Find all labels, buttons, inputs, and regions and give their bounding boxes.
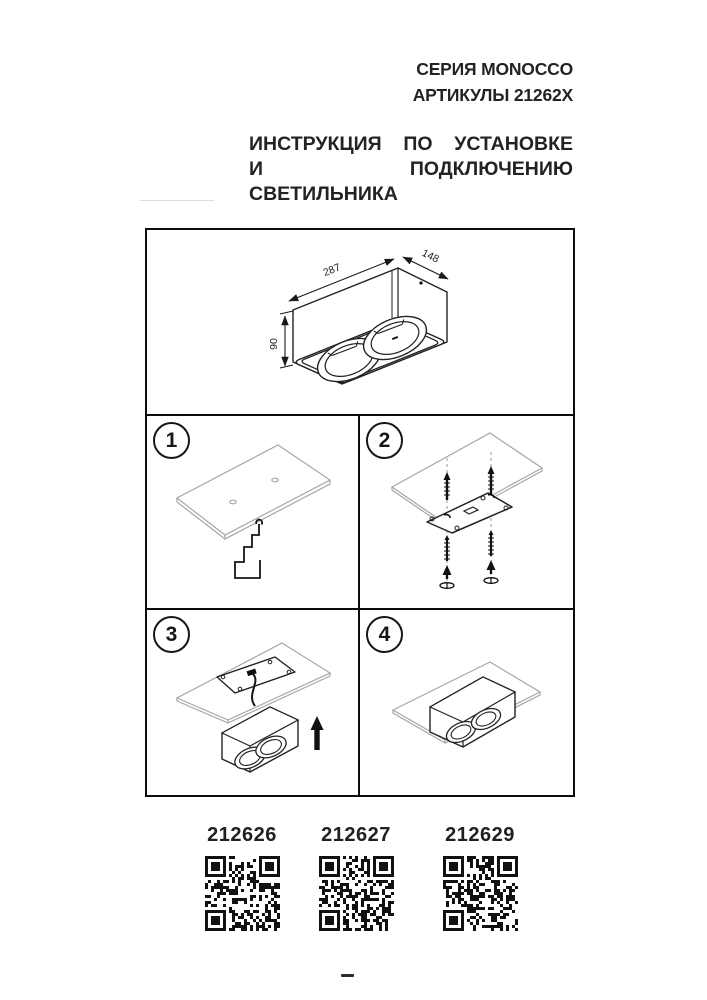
mains-wire: [235, 520, 262, 578]
lift-up-arrow: [311, 716, 324, 750]
diagram-frame: [145, 228, 575, 797]
svg-text:90: 90: [268, 338, 280, 350]
step-1-badge: 1: [153, 422, 190, 459]
step-3-badge: 3: [153, 616, 190, 653]
article-block: [294, 824, 418, 931]
qr-code: [319, 856, 394, 931]
step-1-panel: [147, 416, 358, 608]
document-title: [249, 132, 573, 207]
side-screw-dot: [419, 281, 422, 284]
svg-text:148: 148: [419, 247, 441, 266]
step-4-badge: 4: [366, 616, 403, 653]
article-number: 212627: [321, 824, 391, 846]
step-2-badge: 2: [366, 422, 403, 459]
scan-artifact-line: [140, 200, 214, 201]
qr-code: [443, 856, 518, 931]
dimension-height: [268, 311, 293, 368]
title-line-1: ИНСТРУКЦИЯ ПО УСТАНОВКЕ: [249, 133, 573, 155]
title-line-2: И ПОДКЛЮЧЕНИЮ СВЕТИЛЬНИКА: [249, 158, 573, 205]
article-block: [418, 824, 542, 931]
articles-label: АРТИКУЛЫ 21262X: [412, 85, 573, 105]
article-number: 212629: [445, 824, 515, 846]
fixture-overview-panel: [147, 230, 573, 414]
series-label: СЕРИЯ MONOCCO: [416, 59, 573, 79]
fixture-isometric-drawing: [147, 230, 573, 414]
qr-code: [205, 856, 280, 931]
page-mark-dash: [341, 974, 354, 977]
step-4-panel: [360, 610, 573, 795]
article-block: [180, 824, 304, 931]
step-3-panel: [147, 610, 358, 795]
svg-text:287: 287: [321, 261, 343, 280]
document-header: [413, 56, 573, 108]
step-2-panel: [360, 416, 573, 608]
article-number: 212626: [207, 824, 277, 846]
